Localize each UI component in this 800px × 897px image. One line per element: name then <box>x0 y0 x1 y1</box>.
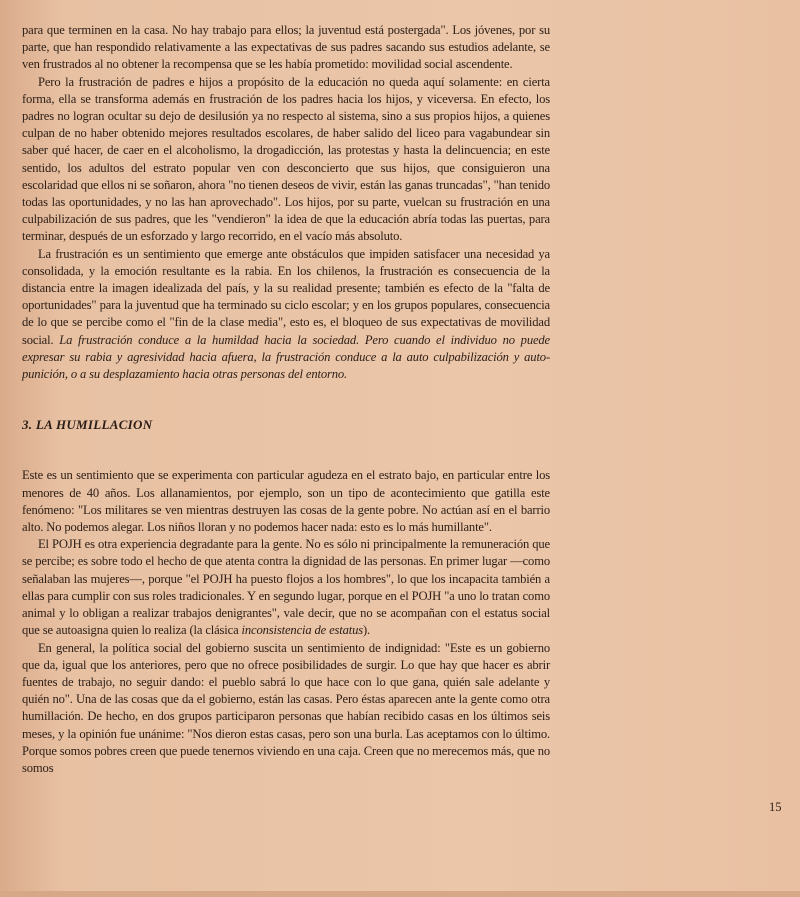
paragraph-text: El POJH es otra experiencia degradante para la gente. No es sólo ni principalmente la remuneración que se percibe; es sobre todo el hecho de que atenta contra la dignidad de las personas. En primer lugar —como señalaban las mujeres—, porque "el POJH ha puesto flojos a los hombres", lo que los incapacita también a ellas para cumplir con sus roles tradicionales. Y en segundo lugar, porque en el POJH "a uno lo tratan como animal y lo obligan a realizar trabajos denigrantes", vale decir, que no se acompañan con el estatus social que se autoasigna quien lo realiza (la clásica <box>22 537 550 638</box>
paragraph <box>22 536 550 639</box>
italic-text: inconsistencia de estatus <box>241 623 364 638</box>
paragraph-text: ). <box>363 623 371 638</box>
paragraph-text: para que terminen en la casa. No hay trabajo para ellos; la juventud está postergada". Los jóvenes, por su parte, que han respondido relativamente a las expectativas de sus padres sacando sus estudios adelante, se ven frustrados al no obtener la recompensa que se les había prometido: movilidad social ascendente. <box>22 23 550 72</box>
paragraph <box>22 467 550 536</box>
paragraph <box>22 246 550 384</box>
paragraph-text: Pero la frustración de padres e hijos a propósito de la educación no queda aquí solamente: en cierta forma, ella se transforma además en frustración de los padres hacia los hijos, y viceversa. En efecto, los padres no logran ocultar su dejo de desilusión ya no respecto al sistema, sino a sus propios hijos, a quienes culpan de no haber obtenido mejores resultados escolares, de haber salido del liceo para vagabundear sin saber qué hacer, de caer en el alcoholismo, la drogadicción, las protestas y hasta la delincuencia; en este sentido, los adultos del estrato popular ven con desconcierto que sus hijos, que consiguieron una escolaridad que ellos ni se soñaron, ahora "no tienen deseos de vivir, están las ganas truncadas", "han tenido todas las oportunidades, y no las han aprovechado". Los hijos, por su parte, vuelcan su frustración en una culpabilización de sus padres, que les "vendieron" la idea de que la educación abría todas las puertas, para terminar, después de un esforzado y largo recorrido, en el vacío más absoluto. <box>22 74 550 244</box>
text-column <box>22 22 550 777</box>
paragraph <box>22 74 550 246</box>
top-paragraphs <box>22 22 550 383</box>
paragraph-text: La frustración es un sentimiento que emerge ante obstáculos que impiden satisfacer una necesidad ya consolidada, y la emoción resultante es la rabia. En los chilenos, la frustración es consecuencia de la distancia entre la imagen idealizada del país, y la su realidad presente; también es efecto de la "falta de oportunidades" para la juventud que ha terminado su ciclo escolar; y en los grupos populares, consecuencia de lo que se percibe como el "fin de la clase media", esto es, el bloqueo de sus expectativas de movilidad social. <box>22 246 550 347</box>
paragraph <box>22 640 550 778</box>
section-title: 3. LA HUMILLACION <box>22 417 153 433</box>
italic-text: La frustración conduce a la humildad hacia la sociedad. Pero cuando el individuo no puede expresar su rabia y agresividad hacia afuera, la frustración conduce a la auto culpabilización y auto-punición, o a su desplazamiento hacia otras personas del entorno. <box>22 332 550 382</box>
paragraph-text: En general, la política social del gobierno suscita un sentimiento de indignidad: "Este es un gobierno que da, igual que los anteriores, pero que no ofrece posibilidades de surgir. Lo que hay que hacer es abrir fuentes de trabajo, no seguir dando: el pueblo sabrá lo que hace con lo que gana, quién sale adelante y quién no". Una de las cosas que da el gobierno, están las casas. Pero éstas aparecen ante la gente como otra humillación. De hecho, en dos grupos participaron personas que habían recibido casas en los últimos seis meses, y la opinión fue unánime: "Nos dieron estas casas, pero son una burla. Las aceptamos con lo último. Porque somos pobres creen que puede tenernos viviendo en una caja. Creen que no merecemos más, que no somos <box>22 640 550 775</box>
page-number: 15 <box>769 800 782 814</box>
bottom-paragraphs <box>22 467 550 777</box>
page-edge-shadow <box>0 891 800 897</box>
paragraph-text: Este es un sentimiento que se experimenta con particular agudeza en el estrato bajo, en particular entre los menores de 40 años. Los allanamientos, por ejemplo, son un tipo de acontecimiento que gatilla este fenómeno: "Los militares se ven mientras destruyen las cosas de la gente pobre. No actúan así en el barrio alto. No podemos alegar. Los niños lloran y no podemos hacer nada: esto es lo más humillante". <box>22 468 550 535</box>
paragraph <box>22 22 550 74</box>
